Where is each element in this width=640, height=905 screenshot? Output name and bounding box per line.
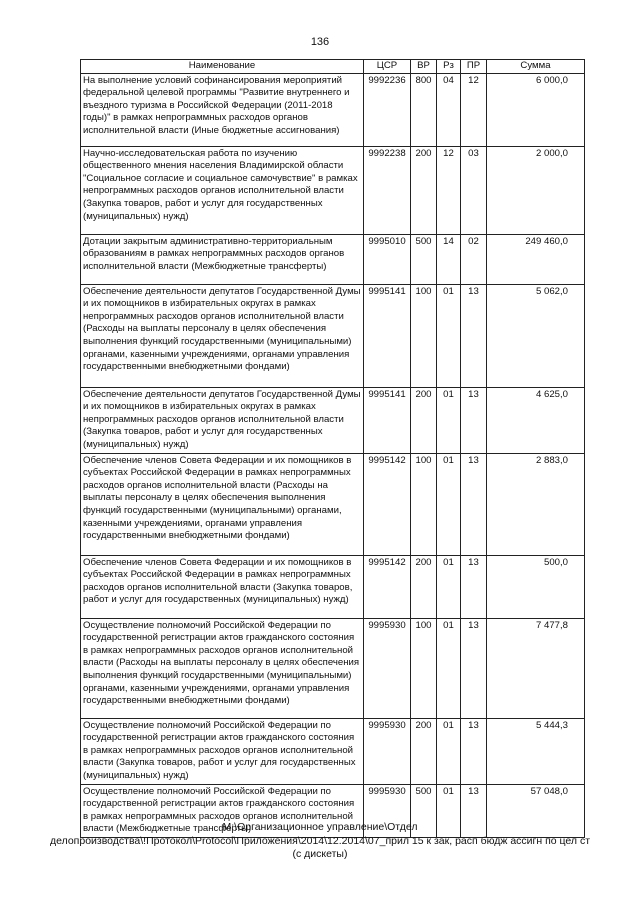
row-sum: 6 000,0 [487, 73, 585, 146]
header-csr: ЦСР [364, 60, 411, 74]
row-sum: 249 460,0 [487, 234, 585, 284]
row-sum: 2 000,0 [487, 146, 585, 234]
row-vr: 100 [411, 618, 437, 718]
row-rz: 01 [437, 453, 461, 555]
table-header-row [81, 60, 585, 74]
row-sum: 500,0 [487, 555, 585, 618]
header-rz: Рз [437, 60, 461, 74]
page-number: 136 [310, 36, 330, 48]
row-vr: 500 [411, 234, 437, 284]
row-name: Обеспечение деятельности депутатов Государственной Думы и их помощников в избирательных округах в рамках непрограммных расходов органов исполнительной власти (Расходы на выплаты персоналу в целях обеспечения выполнения функций государственными (муниципальными) органами, казенными учреждениями, органами управления государственными внебюджетными фондами) [81, 284, 364, 387]
row-rz: 14 [437, 234, 461, 284]
row-vr: 200 [411, 146, 437, 234]
row-csr: 9995142 [364, 555, 411, 618]
row-rz: 01 [437, 618, 461, 718]
row-name: Осуществление полномочий Российской Федерации по государственной регистрации актов гражданского состояния в рамках непрограммных расходов органов исполнительной власти (Закупка товаров, работ и услуг для государственных (муниципальных) нужд) [81, 718, 364, 784]
header-pr: ПР [461, 60, 487, 74]
row-name: Обеспечение деятельности депутатов Государственной Думы и их помощников в избирательных округах в рамках непрограммных расходов органов исполнительной власти (Закупка товаров, работ и услуг для государственных (муниципальных) нужд) [81, 387, 364, 453]
row-vr: 200 [411, 387, 437, 453]
row-vr: 200 [411, 555, 437, 618]
row-csr: 9992236 [364, 73, 411, 146]
row-pr: 03 [461, 146, 487, 234]
row-name: Дотации закрытым административно-территориальным образованиям в рамках непрограммных расходов органов исполнительной власти (Межбюджетные трансферты) [81, 234, 364, 284]
row-sum: 7 477,8 [487, 618, 585, 718]
row-sum: 4 625,0 [487, 387, 585, 453]
row-csr: 9995930 [364, 718, 411, 784]
row-sum: 2 883,0 [487, 453, 585, 555]
table-row [81, 555, 585, 618]
table-row [81, 284, 585, 387]
header-sum: Сумма [487, 60, 585, 74]
budget-table [80, 59, 585, 838]
row-name: На выполнение условий софинансирования мероприятий федеральной целевой программы "Развитие внутреннего и въездного туризма в Российской Федерации (2011-2018 годы)" в рамках непрограммных расходов органов исполнительной власти (Иные бюджетные ассигнования) [81, 73, 364, 146]
row-csr: 9995010 [364, 234, 411, 284]
file-path-footer [0, 821, 640, 862]
row-pr: 13 [461, 453, 487, 555]
row-rz: 01 [437, 718, 461, 784]
row-pr: 13 [461, 784, 487, 837]
row-csr: 9995142 [364, 453, 411, 555]
row-pr: 13 [461, 618, 487, 718]
table-row [81, 73, 585, 146]
row-vr: 800 [411, 73, 437, 146]
row-sum: 57 048,0 [487, 784, 585, 837]
row-sum: 5 444,3 [487, 718, 585, 784]
row-rz: 01 [437, 784, 461, 837]
row-csr: 9995141 [364, 387, 411, 453]
row-pr: 13 [461, 718, 487, 784]
row-rz: 12 [437, 146, 461, 234]
footer-line-3: (с дискеты) [292, 848, 348, 860]
table-row [81, 234, 585, 284]
row-sum: 5 062,0 [487, 284, 585, 387]
row-vr: 200 [411, 718, 437, 784]
table-row [81, 387, 585, 453]
row-csr: 9995141 [364, 284, 411, 387]
row-name: Обеспечение членов Совета Федерации и их помощников в субъектах Российской Федерации в рамках непрограммных расходов органов исполнительной власти (Закупка товаров, работ и услуг для государственных (муниципальных) нужд) [81, 555, 364, 618]
row-pr: 13 [461, 387, 487, 453]
row-vr: 100 [411, 453, 437, 555]
row-vr: 100 [411, 284, 437, 387]
row-csr: 9995930 [364, 784, 411, 837]
row-name: Осуществление полномочий Российской Федерации по государственной регистрации актов гражданского состояния в рамках непрограммных расходов органов исполнительной власти (Расходы на выплаты персоналу в целях обеспечения выполнения функций государственными (муниципальными) органами, казенными учреждениями, органами управления государственными внебюджетными фондами) [81, 618, 364, 718]
header-name: Наименование [81, 60, 364, 74]
header-vr: ВР [411, 60, 437, 74]
row-vr: 500 [411, 784, 437, 837]
row-pr: 13 [461, 284, 487, 387]
row-name: Научно-исследовательская работа по изучению общественного мнения населения Владимирской области "Социальное согласие и социальное самочувствие" в рамках непрограммных расходов органов исполнительной власти (Закупка товаров, работ и услуг для государственных (муниципальных) нужд) [81, 146, 364, 234]
row-pr: 02 [461, 234, 487, 284]
row-pr: 12 [461, 73, 487, 146]
footer-line-1: M:\Организационное управление\Отдел [222, 821, 418, 833]
row-pr: 13 [461, 555, 487, 618]
row-name: Обеспечение членов Совета Федерации и их помощников в субъектах Российской Федерации в рамках непрограммных расходов органов исполнительной власти (Расходы на выплаты персоналу в целях обеспечения выполнения функций государственными (муниципальными) органами, казенными учреждениями, органами управления государственными внебюджетными фондами) [81, 453, 364, 555]
row-csr: 9992238 [364, 146, 411, 234]
row-rz: 01 [437, 555, 461, 618]
row-rz: 01 [437, 387, 461, 453]
row-rz: 04 [437, 73, 461, 146]
table-row [81, 718, 585, 784]
table-row [81, 146, 585, 234]
row-name: Осуществление полномочий Российской Федерации по государственной регистрации актов гражданского состояния в рамках непрограммных расходов органов исполнительной власти (Межбюджетные трансферты) [81, 784, 364, 837]
table-row [81, 618, 585, 718]
table-row [81, 453, 585, 555]
footer-line-2: делопроизводства\!Протокол\Protocol\Приложения\2014\12.2014\07_прил 15 к зак, расп бюдж ассигн по цел ст [49, 834, 591, 847]
row-csr: 9995930 [364, 618, 411, 718]
row-rz: 01 [437, 284, 461, 387]
